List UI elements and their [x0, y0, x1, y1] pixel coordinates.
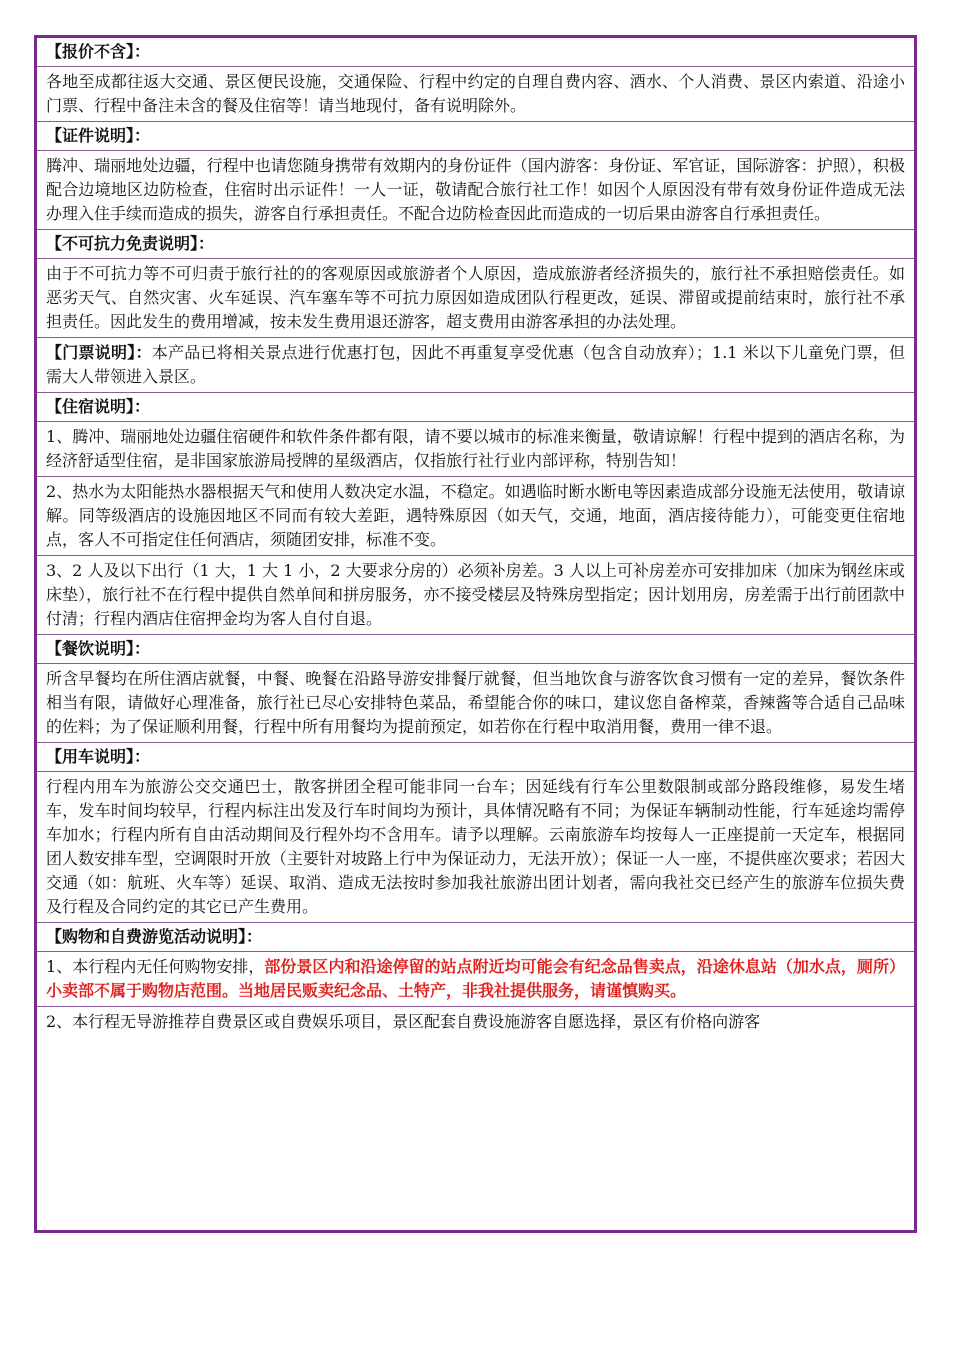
meals-heading: 【餐饮说明】： [46, 639, 151, 658]
lodging-heading: 【住宿说明】： [46, 397, 151, 416]
vehicles-body-row [37, 772, 914, 923]
shopping-paragraph-2: 2、本行程无导游推荐自费景区或自费娱乐项目，景区配套自费设施游客自愿选择，景区有价格向游客 [46, 1012, 761, 1031]
lodging-heading-row [37, 393, 914, 422]
lodging-p3-row [37, 556, 914, 635]
vehicles-body: 行程内用车为旅游公交交通巴士，散客拼团全程可能非同一台车；因延线有行车公里数限制或部分路段维修，易发生堵车，发车时间均较早，行程内标注出发及行车时间均为预计，具体情况略有不同；为保证车辆制动性能，行车延途均需停车加水；行程内所有自由活动期间及行程外均不含用车。请予以理解。云南旅游车均按每人一正座提前一天定车，根据同团人数安排车型，空调限时开放（主要针对坡路上行中为保证动力，无法开放）；保证一人一座，不提供座次要求；若因大交通（如：航班、火车等）延误、取消、造成无法按时参加我社旅游出团计划者，需向我社交已经产生的旅游车位损失费及行程及合同约定的其它已产生费用。 [46, 777, 905, 916]
exclusions-body-row [37, 67, 914, 122]
meals-body-row [37, 664, 914, 743]
force-majeure-heading: 【不可抗力免责说明】： [46, 234, 215, 253]
exclusions-body: 各地至成都往返大交通、景区便民设施，交通保险、行程中约定的自理自费内容、酒水、个人消费、景区内索道、沿途小门票、行程中备注未含的餐及住宿等！请当地现付，备有说明除外。 [46, 72, 905, 115]
exclusions-heading-row [37, 38, 914, 67]
content-frame [34, 35, 917, 1233]
tickets-row [37, 338, 914, 393]
documents-heading: 【证件说明】： [46, 126, 151, 145]
shopping-p2-row [37, 1007, 914, 1037]
meals-body: 所含早餐均在所住酒店就餐，中餐、晚餐在沿路导游安排餐厅就餐，但当地饮食与游客饮食习惯有一定的差异，餐饮条件相当有限，请做好心理准备，旅行社已尽心安排特色菜品，希望能合你的味口，建议您自备榨菜，香辣酱等合适自己品味的佐料；为了保证顺利用餐，行程中所有用餐均为提前预定，如若你在行程中取消用餐，费用一律不退。 [46, 669, 905, 736]
shopping-heading: 【购物和自费游览活动说明】： [46, 927, 263, 946]
lodging-paragraph-3: 3、2 人及以下出行（1 大，1 大 1 小，2 大要求分房的）必须补房差。3 人以上可补房差亦可安排加床（加床为钢丝床或床垫），旅行社不在行程中提供自然单间和拼房服务，亦不接受楼层及特殊房型指定；因计划用房，房差需于出行前团款中付清；行程内酒店住宿押金均为客人自付自退。 [46, 561, 905, 628]
lodging-paragraph-1: 1、腾冲、瑞丽地处边疆住宿硬件和软件条件都有限，请不要以城市的标准来衡量，敬请谅解！行程中提到的酒店名称，为经济舒适型住宿，是非国家旅游局授牌的星级酒店，仅指旅行社行业内部评称，特别告知！ [46, 427, 905, 470]
vehicles-heading: 【用车说明】： [46, 747, 151, 766]
exclusions-heading: 【报价不含】： [46, 42, 151, 61]
force-majeure-body-row [37, 259, 914, 338]
vehicles-heading-row [37, 743, 914, 772]
tickets-paragraph [46, 341, 905, 389]
shopping-p1-normal: 1、本行程内无任何购物安排， [46, 957, 265, 976]
shopping-p1-row [37, 952, 914, 1007]
lodging-p1-row [37, 422, 914, 477]
shopping-paragraph-1 [46, 955, 905, 1003]
shopping-p1-warning: 部份景区内和沿途停留的站点附近均可能会有纪念品售卖点，沿途休息站（加水点，厕所）小卖部不属于购物店范围。当地居民贩卖纪念品、土特产，非我社提供服务，请谨慎购买。 [46, 957, 905, 1000]
force-majeure-heading-row [37, 230, 914, 259]
meals-heading-row [37, 635, 914, 664]
documents-heading-row [37, 122, 914, 151]
tickets-body: 本产品已将相关景点进行优惠打包，因此不再重复享受优惠（包含自动放弃）；1.1 米以下儿童免门票，但需大人带领进入景区。 [46, 343, 905, 386]
lodging-p2-row [37, 477, 914, 556]
force-majeure-body: 由于不可抗力等不可归责于旅行社的的客观原因或旅游者个人原因，造成旅游者经济损失的，旅行社不承担赔偿责任。如恶劣天气、自然灾害、火车延误、汽车塞车等不可抗力原因如造成团队行程更改，延误、滞留或提前结束时，旅行社不承担责任。因此发生的费用增减，按未发生费用退还游客，超支费用由游客承担的办法处理。 [46, 264, 905, 331]
tickets-heading: 【门票说明】： [46, 343, 152, 362]
shopping-heading-row [37, 923, 914, 952]
documents-body: 腾冲、瑞丽地处边疆，行程中也请您随身携带有效期内的身份证件（国内游客：身份证、军官证，国际游客：护照），积极配合边境地区边防检查，住宿时出示证件！一人一证，敬请配合旅行社工作！如因个人原因没有带有效身份证件造成无法办理入住手续而造成的损失，游客自行承担责任。不配合边防检查因此而造成的一切后果由游客自行承担责任。 [46, 156, 905, 223]
lodging-paragraph-2: 2、热水为太阳能热水器根据天气和使用人数决定水温，不稳定。如遇临时断水断电等因素造成部分设施无法使用，敬请谅解。同等级酒店的设施因地区不同而有较大差距，遇特殊原因（如天气，交通，地面，酒店接待能力），可能变更住宿地点，客人不可指定住任何酒店，须随团安排，标准不变。 [46, 482, 905, 549]
documents-body-row [37, 151, 914, 230]
